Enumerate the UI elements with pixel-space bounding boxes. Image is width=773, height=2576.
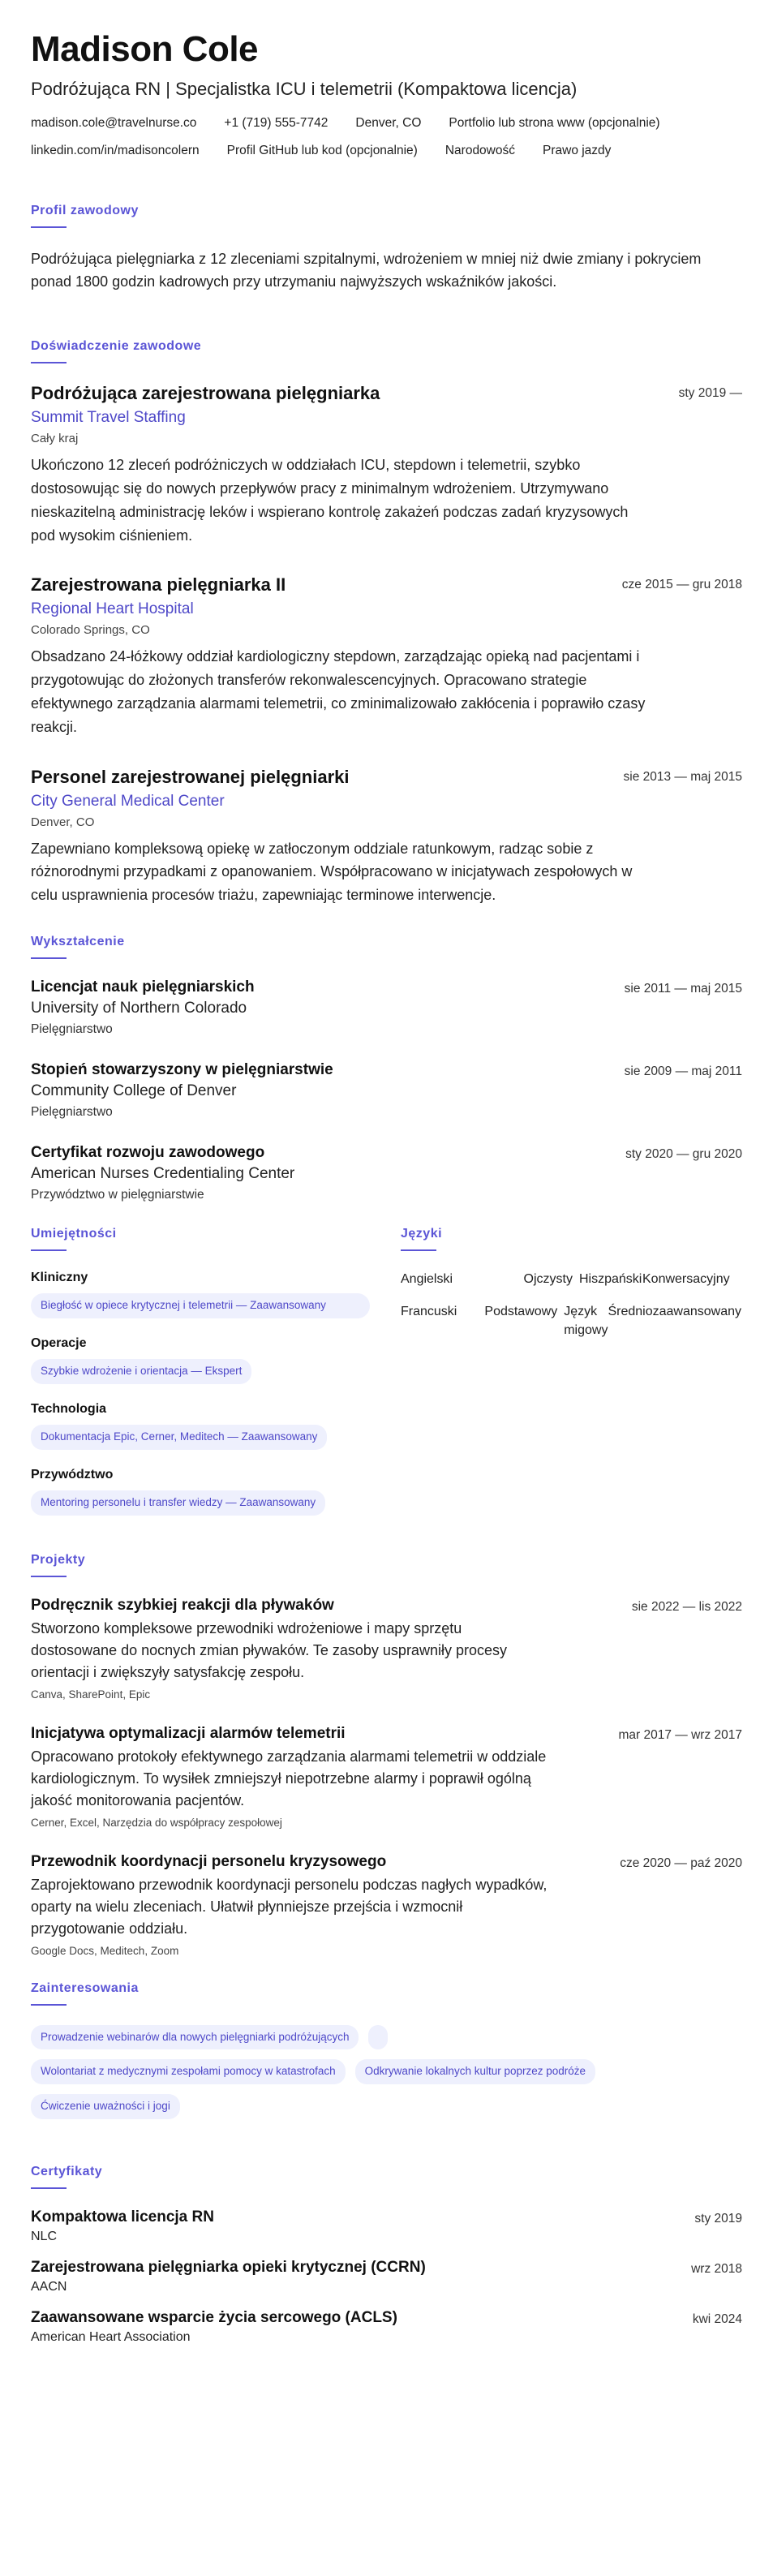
experience-entry [31, 767, 742, 907]
contact-portfolio[interactable]: Portfolio lub strona www (opcjonalnie) [449, 115, 660, 130]
job-title: Podróżująca zarejestrowana pielęgniarka [31, 383, 380, 404]
project-title: Inicjatywa optymalizacji alarmów telemetrii [31, 1724, 346, 1742]
interests-section [31, 1981, 742, 2120]
project-tech: Canva, SharePoint, Epic [31, 1688, 151, 1701]
degree-title: Stopień stowarzyszony w pielęgniarstwie [31, 1060, 333, 1078]
language-name: Język migowy [564, 1305, 608, 1337]
section-divider [31, 2004, 67, 2006]
job-location: Denver, CO [31, 815, 95, 829]
language-name: Francuski [401, 1305, 457, 1319]
certification-name: Kompaktowa licencja RN [31, 2208, 214, 2226]
interest-chip: Prowadzenie webinarów dla nowych pielęgniarki podróżujących [31, 2025, 359, 2050]
certification-issuer: NLC [31, 2230, 58, 2244]
section-divider [31, 362, 67, 363]
job-description: Zapewniano kompleksową opiekę w zatłoczonym oddziale ratunkowym, radząc sobie z różnorodnymi przypadkami z opanowaniem. Współpracowano w inicjatywach zespołowych w celu usprawnienia procesów triażu, zapewniając terminowe interwencje. [31, 840, 633, 904]
education-entry [31, 1144, 742, 1202]
section-title: Projekty [31, 1552, 86, 1567]
profile-section [31, 204, 742, 295]
certification-date: sty 2019 [694, 2212, 742, 2226]
school-name: Community College of Denver [31, 1082, 237, 1099]
section-title: Wykształcenie [31, 934, 125, 948]
project-dates: cze 2020 — paź 2020 [620, 1856, 742, 1870]
school-name: University of Northern Colorado [31, 999, 247, 1017]
language-row [401, 1303, 741, 1340]
field-of-study: Przywództwo w pielęgniarstwie [31, 1187, 204, 1202]
resume-header [31, 29, 742, 158]
language-row [401, 1271, 741, 1288]
language-level: Konwersacyjny [642, 1271, 730, 1286]
certification-entry [31, 2309, 742, 2345]
language-name: Angielski [401, 1271, 453, 1286]
section-divider [31, 2187, 67, 2189]
candidate-name: Madison Cole [31, 29, 259, 69]
education-entry [31, 1061, 742, 1120]
project-description: Opracowano protokoły efektywnego zarządzania alarmami telemetrii w oddziale kardiologicznym. To wysiłek zmniejszył niepotrzebne alarmy i poprawił ogólną jakość monitorowania pacjentów. [31, 1748, 547, 1808]
employer-name: Regional Heart Hospital [31, 600, 194, 618]
employer-name: Summit Travel Staffing [31, 409, 186, 427]
candidate-headline: Podróżująca RN | Specjalistka ICU i telemetrii (Kompaktowa licencja) [31, 78, 578, 99]
school-name: American Nurses Credentialing Center [31, 1164, 295, 1182]
projects-section [31, 1553, 742, 1957]
job-description: Obsadzano 24-łóżkowy oddział kardiologiczny stepdown, zarządzając opieką nad pacjentami i przygotowując do złożonych transferów rekonwalescencyjnych. Opracowano strategie efektywnego zarządzania alarmami telemetrii, co zminimalizowało zakłócenia i poprawiło czasy reakcji. [31, 648, 646, 735]
certification-issuer: AACN [31, 2280, 67, 2294]
project-description: Zaprojektowano przewodnik koordynacji personelu podczas nagłych wypadków, oparty na wielu zleceniach. Ułatwił płynniejsze przejścia i wzmocnił przygotowanie oddziału. [31, 1876, 548, 1937]
section-title: Umiejętności [31, 1226, 117, 1241]
section-title: Języki [401, 1226, 443, 1241]
skill-chip: Mentoring personelu i transfer wiedzy — Zaawansowany [31, 1490, 325, 1516]
skill-group [31, 1468, 370, 1516]
contact-nationality: Narodowość [444, 143, 515, 157]
project-entry [31, 1853, 742, 1957]
language-name: Hiszpański [579, 1271, 642, 1286]
project-description: Stworzono kompleksowe przewodniki wdrożeniowe i mapy sprzętu dostosowane do nocnych zmian pływaków. Te zasoby usprawniły procesy orientacji i zwiększyły satysfakcję zespołu. [31, 1619, 507, 1680]
experience-dates: sty 2019 — [678, 386, 742, 401]
language-level: Podstawowy [484, 1305, 558, 1319]
profile-summary: Podróżująca pielęgniarka z 12 zleceniami szpitalnymi, wdrożeniem w mniej niż dwie zmiany i pokryciem ponad 1800 godzin kadrowych przy utrzymaniu najwyższych wskaźników jakości. [31, 250, 702, 290]
contact-driving-license: Prawo jazdy [543, 143, 612, 157]
certification-entry [31, 2259, 742, 2294]
project-dates: mar 2017 — wrz 2017 [618, 1727, 742, 1742]
certification-date: kwi 2024 [692, 2312, 742, 2327]
interest-chip-spacer-fix [368, 2025, 388, 2050]
language-level: Ojczysty [523, 1271, 573, 1286]
interest-chip-list [31, 2025, 680, 2120]
degree-title: Certyfikat rozwoju zawodowego [31, 1143, 265, 1161]
section-title: Doświadczenie zawodowe [31, 339, 202, 354]
skill-chip: Szybkie wdrożenie i orientacja — Ekspert [31, 1359, 251, 1384]
contact-email[interactable]: madison.cole@travelnurse.co [31, 115, 197, 130]
interest-chip: Wolontariat z medycznymi zespołami pomocy w katastrofach [31, 2059, 346, 2084]
education-section [31, 935, 742, 1202]
job-title: Personel zarejestrowanej pielęgniarki [31, 766, 350, 787]
project-entry [31, 1597, 742, 1701]
job-location: Cały kraj [31, 432, 79, 446]
project-entry [31, 1725, 742, 1829]
section-divider [31, 1249, 67, 1251]
contact-location: Denver, CO [355, 115, 422, 130]
field-of-study: Pielęgniarstwo [31, 1021, 113, 1036]
contact-github[interactable]: Profil GitHub lub kod (opcjonalnie) [226, 143, 418, 157]
skills-section [31, 1227, 370, 1533]
section-divider [31, 1576, 67, 1577]
skill-group [31, 1402, 370, 1450]
experience-dates: sie 2013 — maj 2015 [623, 769, 742, 784]
field-of-study: Pielęgniarstwo [31, 1104, 113, 1119]
interest-chip: Odkrywanie lokalnych kultur poprzez podróże [355, 2059, 595, 2084]
skill-group [31, 1271, 370, 1318]
certifications-section [31, 2165, 742, 2345]
certification-name: Zarejestrowana pielęgniarka opieki krytycznej (CCRN) [31, 2259, 426, 2277]
experience-dates: cze 2015 — gru 2018 [621, 578, 742, 592]
interest-chip: Ćwiczenie uważności i jogi [31, 2094, 180, 2119]
language-level: Średniozaawansowany [608, 1305, 741, 1319]
skill-category: Technologia [31, 1401, 107, 1416]
project-title: Podręcznik szybkiej reakcji dla pływaków [31, 1596, 334, 1614]
project-tech: Cerner, Excel, Narzędzia do współpracy zespołowej [31, 1816, 282, 1829]
skills-languages-row [31, 1227, 742, 1533]
experience-entry [31, 383, 742, 547]
skill-category: Przywództwo [31, 1467, 114, 1482]
contact-phone[interactable]: +1 (719) 555-7742 [224, 115, 329, 130]
section-divider [31, 226, 67, 228]
section-divider [401, 1249, 436, 1251]
experience-section [31, 339, 742, 907]
certification-name: Zaawansowane wsparcie życia sercowego (ACLS) [31, 2309, 397, 2327]
languages-section [401, 1227, 741, 1533]
section-title: Certyfikaty [31, 2165, 103, 2179]
job-title: Zarejestrowana pielęgniarka II [31, 574, 286, 596]
skill-chip: Dokumentacja Epic, Cerner, Meditech — Zaawansowany [31, 1425, 327, 1450]
project-dates: sie 2022 — lis 2022 [631, 1599, 742, 1614]
section-title: Zainteresowania [31, 1980, 139, 1995]
education-entry [31, 978, 742, 1037]
contact-linkedin[interactable]: linkedin.com/in/madisoncolern [31, 143, 200, 157]
section-divider [31, 957, 67, 959]
contact-list [31, 116, 742, 158]
education-dates: sie 2011 — maj 2015 [624, 981, 742, 996]
job-description: Ukończono 12 zleceń podróżniczych w oddziałach ICU, stepdown i telemetrii, szybko dostosowując się do nowych przepływów pracy z minimalnym wdrożeniem. Utrzymywano nieskazitelną administrację leków i wspierano kontrolę zakażeń podczas zadań kryzysowych pod wysokim ciśnieniem. [31, 457, 629, 544]
certification-date: wrz 2018 [691, 2262, 742, 2277]
skill-category: Kliniczny [31, 1270, 88, 1284]
section-title: Profil zawodowy [31, 203, 139, 217]
skill-chip: Biegłość w opiece krytycznej i telemetrii — Zaawansowany [31, 1293, 370, 1318]
skill-category: Operacje [31, 1335, 87, 1350]
certification-entry [31, 2208, 742, 2244]
degree-title: Licencjat nauk pielęgniarskich [31, 978, 255, 996]
project-tech: Google Docs, Meditech, Zoom [31, 1944, 179, 1957]
project-title: Przewodnik koordynacji personelu kryzysowego [31, 1852, 387, 1870]
skill-group [31, 1336, 370, 1384]
education-dates: sty 2020 — gru 2020 [625, 1146, 742, 1161]
education-dates: sie 2009 — maj 2011 [624, 1064, 742, 1078]
employer-name: City General Medical Center [31, 792, 225, 810]
job-location: Colorado Springs, CO [31, 623, 150, 638]
experience-entry [31, 574, 742, 738]
certification-issuer: American Heart Association [31, 2330, 191, 2345]
